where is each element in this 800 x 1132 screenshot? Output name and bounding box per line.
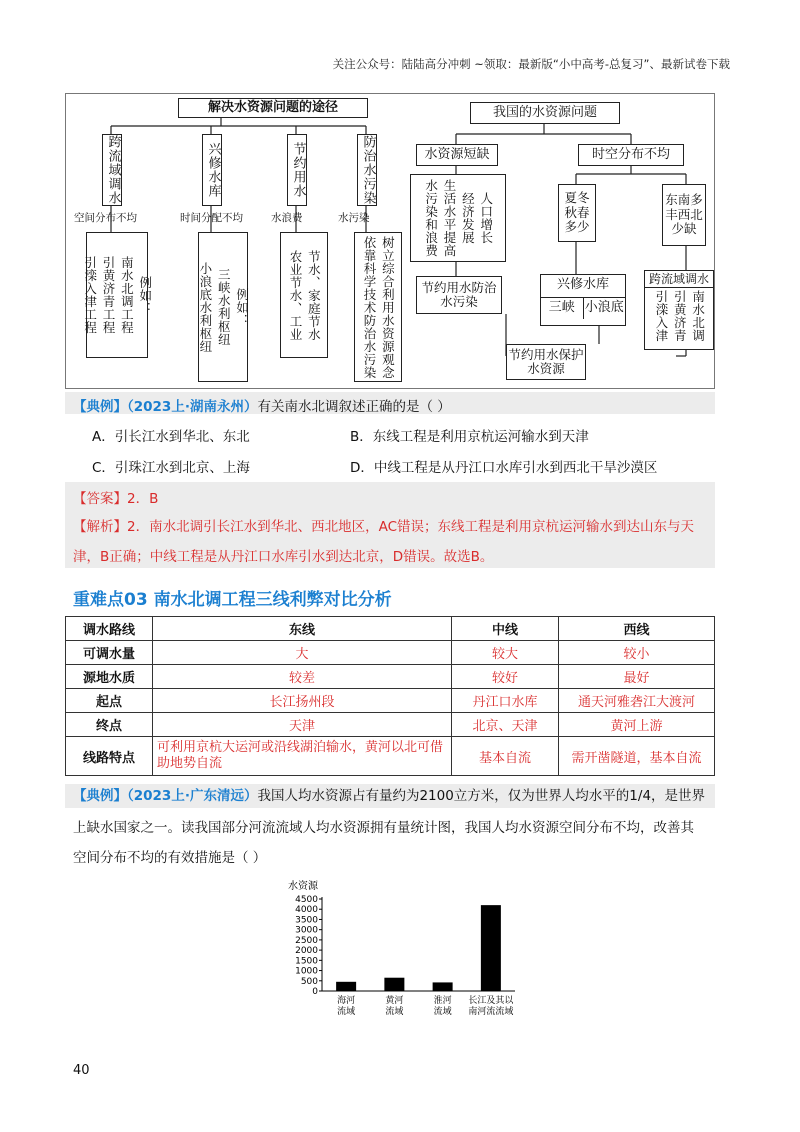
row-label: 终点 [66, 713, 153, 737]
cell-west: 较小 [559, 641, 715, 665]
water-resources-diagram [65, 93, 715, 389]
shortage-box: 水资源短缺 [416, 144, 498, 166]
table-row [66, 641, 715, 665]
cell-east: 较差 [153, 665, 452, 689]
example2-line-1: 【典例】（2023上·广东清远）我国人均水资源占有量约为2100立方米，仅为世界人均水平的1/4，是世界 [73, 788, 706, 804]
y-tick-label: 4000 [295, 905, 318, 916]
save-prevent-box: 节约用水防治水污染 [416, 276, 502, 314]
seasonal-box: 夏冬秋春多少 [558, 184, 596, 242]
cell-middle: 丹江口水库 [452, 689, 559, 713]
section-title: 重难点03 南水北调工程三线利弊对比分析 [73, 590, 392, 610]
x-tick-label: 流域 [433, 1007, 452, 1017]
header-cell: 西线 [559, 617, 715, 641]
method-box-transfer: 跨流域调水 [102, 134, 122, 206]
example2-line-3: 空间分布不均的有效措施是（ ） [73, 850, 267, 866]
analysis-line-1: 【解析】2．南水北调引长江水到华北、西北地区，AC错误；东线工程是利用京杭运河输水到达山东与天 [73, 519, 695, 535]
y-tick-label: 4500 [295, 895, 318, 905]
page-number: 40 [73, 1063, 90, 1078]
x-tick-label: 南河流流域 [468, 1007, 514, 1017]
y-tick-label: 1500 [295, 956, 318, 967]
option-d: D．中线工程是从丹江口水库引水到西北干旱沙漠区 [350, 460, 658, 476]
x-tick-label: 流域 [385, 1007, 404, 1017]
method-note-2: 水浪费 [271, 212, 303, 224]
y-tick-label: 2000 [295, 946, 318, 957]
x-tick-label: 淮河 [433, 996, 452, 1006]
y-axis-label: 水资源 [288, 881, 318, 892]
example-box-transfer: 例如： 南水北调工程 引黄济青工程 引滦入津工程 [86, 232, 148, 358]
cell-west: 黄河上游 [559, 713, 715, 737]
x-tick-label: 黄河 [385, 996, 404, 1006]
bar [336, 982, 356, 991]
example1-question: 【典例】（2023上·湖南永州）有关南水北调叙述正确的是（ ） [73, 399, 451, 415]
cell-east: 长江扬州段 [153, 689, 452, 713]
row-label: 线路特点 [66, 737, 153, 776]
example-box-save: 节水、家庭节水 农业节水、工业 [280, 232, 328, 358]
option-b: B．东线工程是利用京杭运河输水到天津 [350, 429, 589, 445]
cell-middle: 较好 [452, 665, 559, 689]
row-label: 可调水量 [66, 641, 153, 665]
cell-east: 大 [153, 641, 452, 665]
row-label: 起点 [66, 689, 153, 713]
y-tick-label: 1000 [295, 966, 318, 977]
method-box-pollution: 防治水污染 [357, 134, 377, 206]
answer-text: 【答案】2．B [73, 491, 159, 507]
bar [433, 982, 453, 991]
right-title-box: 我国的水资源问题 [470, 102, 620, 124]
protect-box: 节约用水保护水资源 [506, 344, 586, 380]
table-row [66, 689, 715, 713]
example2-line-2: 上缺水国家之一。读我国部分河流流域人均水资源拥有量统计图，我国人均水资源空间分布不均，改善其 [73, 820, 694, 836]
y-tick-label: 0 [312, 987, 318, 997]
bar [384, 978, 404, 991]
option-c: C．引珠江水到北京、上海 [92, 460, 250, 476]
table-row [66, 713, 715, 737]
row-label: 源地水质 [66, 665, 153, 689]
uneven-box: 时空分布不均 [578, 144, 684, 166]
comparison-table [65, 616, 715, 776]
page-header: 关注公众号：陆陆高分冲刺 ~领取：最新版“小中高考-总复习”、最新试卷下载 [332, 57, 730, 71]
transfer-box: 跨流域调水 南水北调 引黄济青 引滦入津 [644, 270, 714, 350]
example-box-pollution: 树立综合利用水资源观念 依靠科学技术防治水污染 [354, 232, 402, 382]
chart-svg [280, 877, 520, 1017]
shortage-causes-box: 人口增长 经济发展 生活水平提高 水污染和浪费 [410, 174, 506, 262]
cell-east: 可利用京杭大运河或沿线湖泊输水，黄河以北可借助地势自流 [153, 737, 452, 776]
method-box-reservoir: 兴修水库 [202, 134, 222, 206]
x-tick-label: 长江及其以 [468, 996, 514, 1006]
bar [481, 905, 501, 991]
reservoir-box: 兴修水库 三峡 小浪底 [540, 274, 626, 326]
y-tick-label: 2500 [295, 935, 318, 946]
cell-middle: 较大 [452, 641, 559, 665]
cell-middle: 北京、天津 [452, 713, 559, 737]
table-row [66, 665, 715, 689]
method-note-1: 时间分配不均 [180, 212, 243, 224]
left-title-box: 解决水资源问题的途径 [178, 98, 368, 118]
method-note-3: 水污染 [338, 212, 370, 224]
y-tick-label: 3500 [295, 915, 318, 926]
cell-west: 需开凿隧道，基本自流 [559, 737, 715, 776]
cell-west: 通天河雅砻江大渡河 [559, 689, 715, 713]
table-header-row [66, 617, 715, 641]
water-resources-chart [280, 877, 520, 1017]
cell-east: 天津 [153, 713, 452, 737]
y-tick-label: 500 [300, 976, 318, 987]
y-tick-label: 3000 [295, 925, 318, 936]
x-tick-label: 流域 [337, 1007, 356, 1017]
table-row [66, 737, 715, 776]
example-box-reservoir: 例如： 三峡水利枢纽 小浪底水利枢纽 [198, 232, 248, 382]
regional-box: 东南多丰西北少缺 [662, 184, 706, 246]
x-tick-label: 海河 [337, 996, 356, 1006]
header-cell: 中线 [452, 617, 559, 641]
method-note-0: 空间分布不均 [74, 212, 137, 224]
analysis-line-2: 津，B正确；中线工程是从丹江口水库引水到达北京，D错误。故选B。 [73, 549, 494, 565]
cell-middle: 基本自流 [452, 737, 559, 776]
cell-west: 最好 [559, 665, 715, 689]
header-cell: 东线 [153, 617, 452, 641]
method-box-save: 节约用水 [287, 134, 307, 206]
option-a: A．引长江水到华北、东北 [92, 429, 250, 445]
header-cell: 调水路线 [66, 617, 153, 641]
